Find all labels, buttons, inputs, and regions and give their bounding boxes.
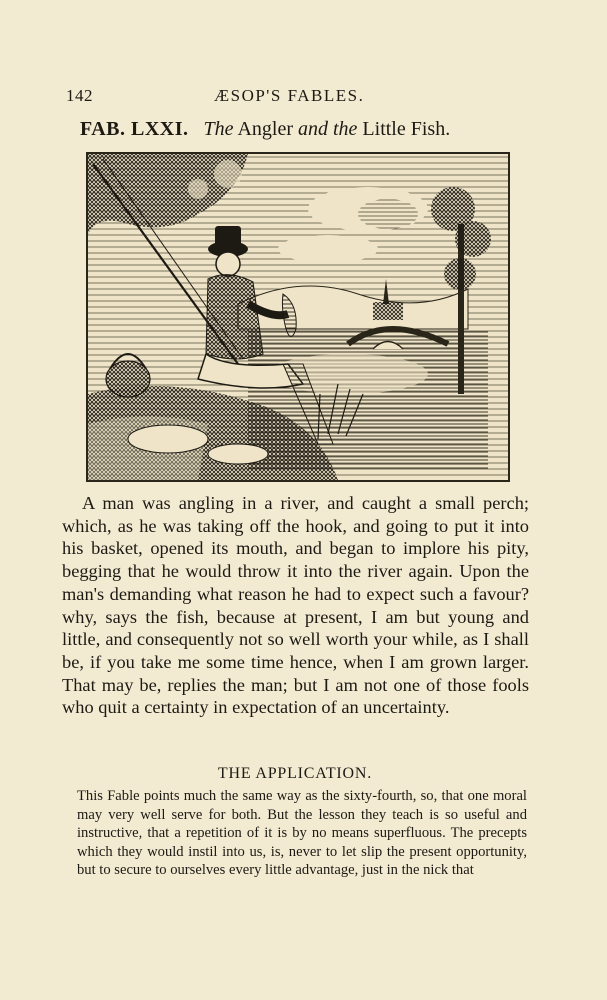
fable-title-and-the: and the — [297, 118, 358, 140]
application-body — [77, 787, 527, 880]
angler-engraving — [88, 154, 508, 480]
fable-body — [62, 492, 529, 719]
fable-number: FAB. LXXI. — [80, 118, 189, 140]
application-heading: THE APPLICATION. — [217, 765, 373, 782]
fable-paragraph: A man was angling in a river, and caught a small perch; which, as he was taking off the hook, and going to put it into his basket, opened its mouth, and began to implore his pity, begging that he would throw it into the river again. Upon the man's demanding what reason he had to expect such a favour? why, says the fish, because at present, I am but young and little, and consequently not so well worth your while, as I shall be, if you take me some time hence, when I am grown larger. That may be, replies the man; but I am not one of those fools who quit a certainty in expectation of an uncertainty. — [62, 493, 529, 718]
book-title: ÆSOP'S FABLES. — [214, 86, 365, 105]
page-number: 142 — [66, 86, 93, 105]
woodcut-illustration — [86, 152, 510, 482]
running-head — [66, 86, 521, 110]
fable-title-fish: Little Fish. — [362, 118, 451, 140]
application-paragraph: This Fable points much the same way as the sixty-fourth, so, that one moral may very well serve for both. But the lesson they teach is so useful and instructive, that a repetition of it is by no means superfluous. The precepts which they would instil into us, is, never to let slip the present opportunity, but to secure to ourselves every little advantage, just in the nick that — [77, 788, 527, 879]
fable-title-the: The — [203, 118, 234, 140]
fable-title — [80, 118, 520, 141]
fable-title-angler: Angler — [237, 118, 293, 140]
